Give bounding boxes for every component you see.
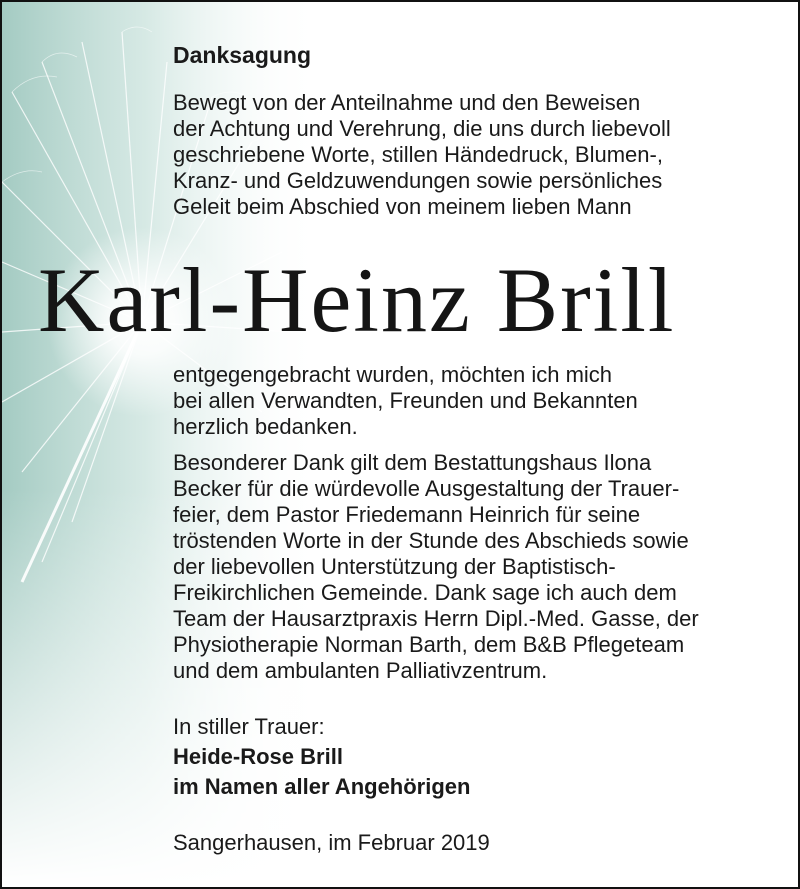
- intro-paragraph: Bewegt von der Anteilnahme und den Beweisen der Achtung und Verehrung, die uns durch liebevoll geschriebene Worte, stillen Händedruck, Blumen-, Kranz- und Geldzuwendungen sowie persönliches Geleit beim Abschied von meinem lieben Mann: [173, 90, 671, 219]
- notice-content: [2, 2, 798, 887]
- signature-intro: In stiller Trauer:: [173, 714, 325, 739]
- place-date: Sangerhausen, im Februar 2019: [173, 830, 490, 855]
- signature-name: Heide-Rose Brill: [173, 744, 343, 769]
- thanks-paragraph: entgegengebracht wurden, möchten ich mich bei allen Verwandten, Freunden und Bekannten herzlich bedanken.: [173, 362, 638, 439]
- heading: Danksagung: [173, 42, 312, 68]
- deceased-name: Karl-Heinz Brill: [38, 249, 676, 351]
- special-thanks-paragraph: Besonderer Dank gilt dem Bestattungshaus Ilona Becker für die würdevolle Ausgestaltung der Trauer- feier, dem Pastor Friedemann Heinrich für seine tröstenden Worte in der Stunde des Abschieds sowie der liebevollen Unterstützung der Baptistisch- Freikirchlichen Gemeinde. Dank sage ich auch dem Team der Hausarztpraxis Herrn Dipl.-Med. Gasse, der Physiotherapie Norman Barth, dem B&B Pflegeteam und dem ambulanten Palliativzentrum.: [173, 450, 699, 683]
- signature-family: im Namen aller Angehörigen: [173, 774, 471, 799]
